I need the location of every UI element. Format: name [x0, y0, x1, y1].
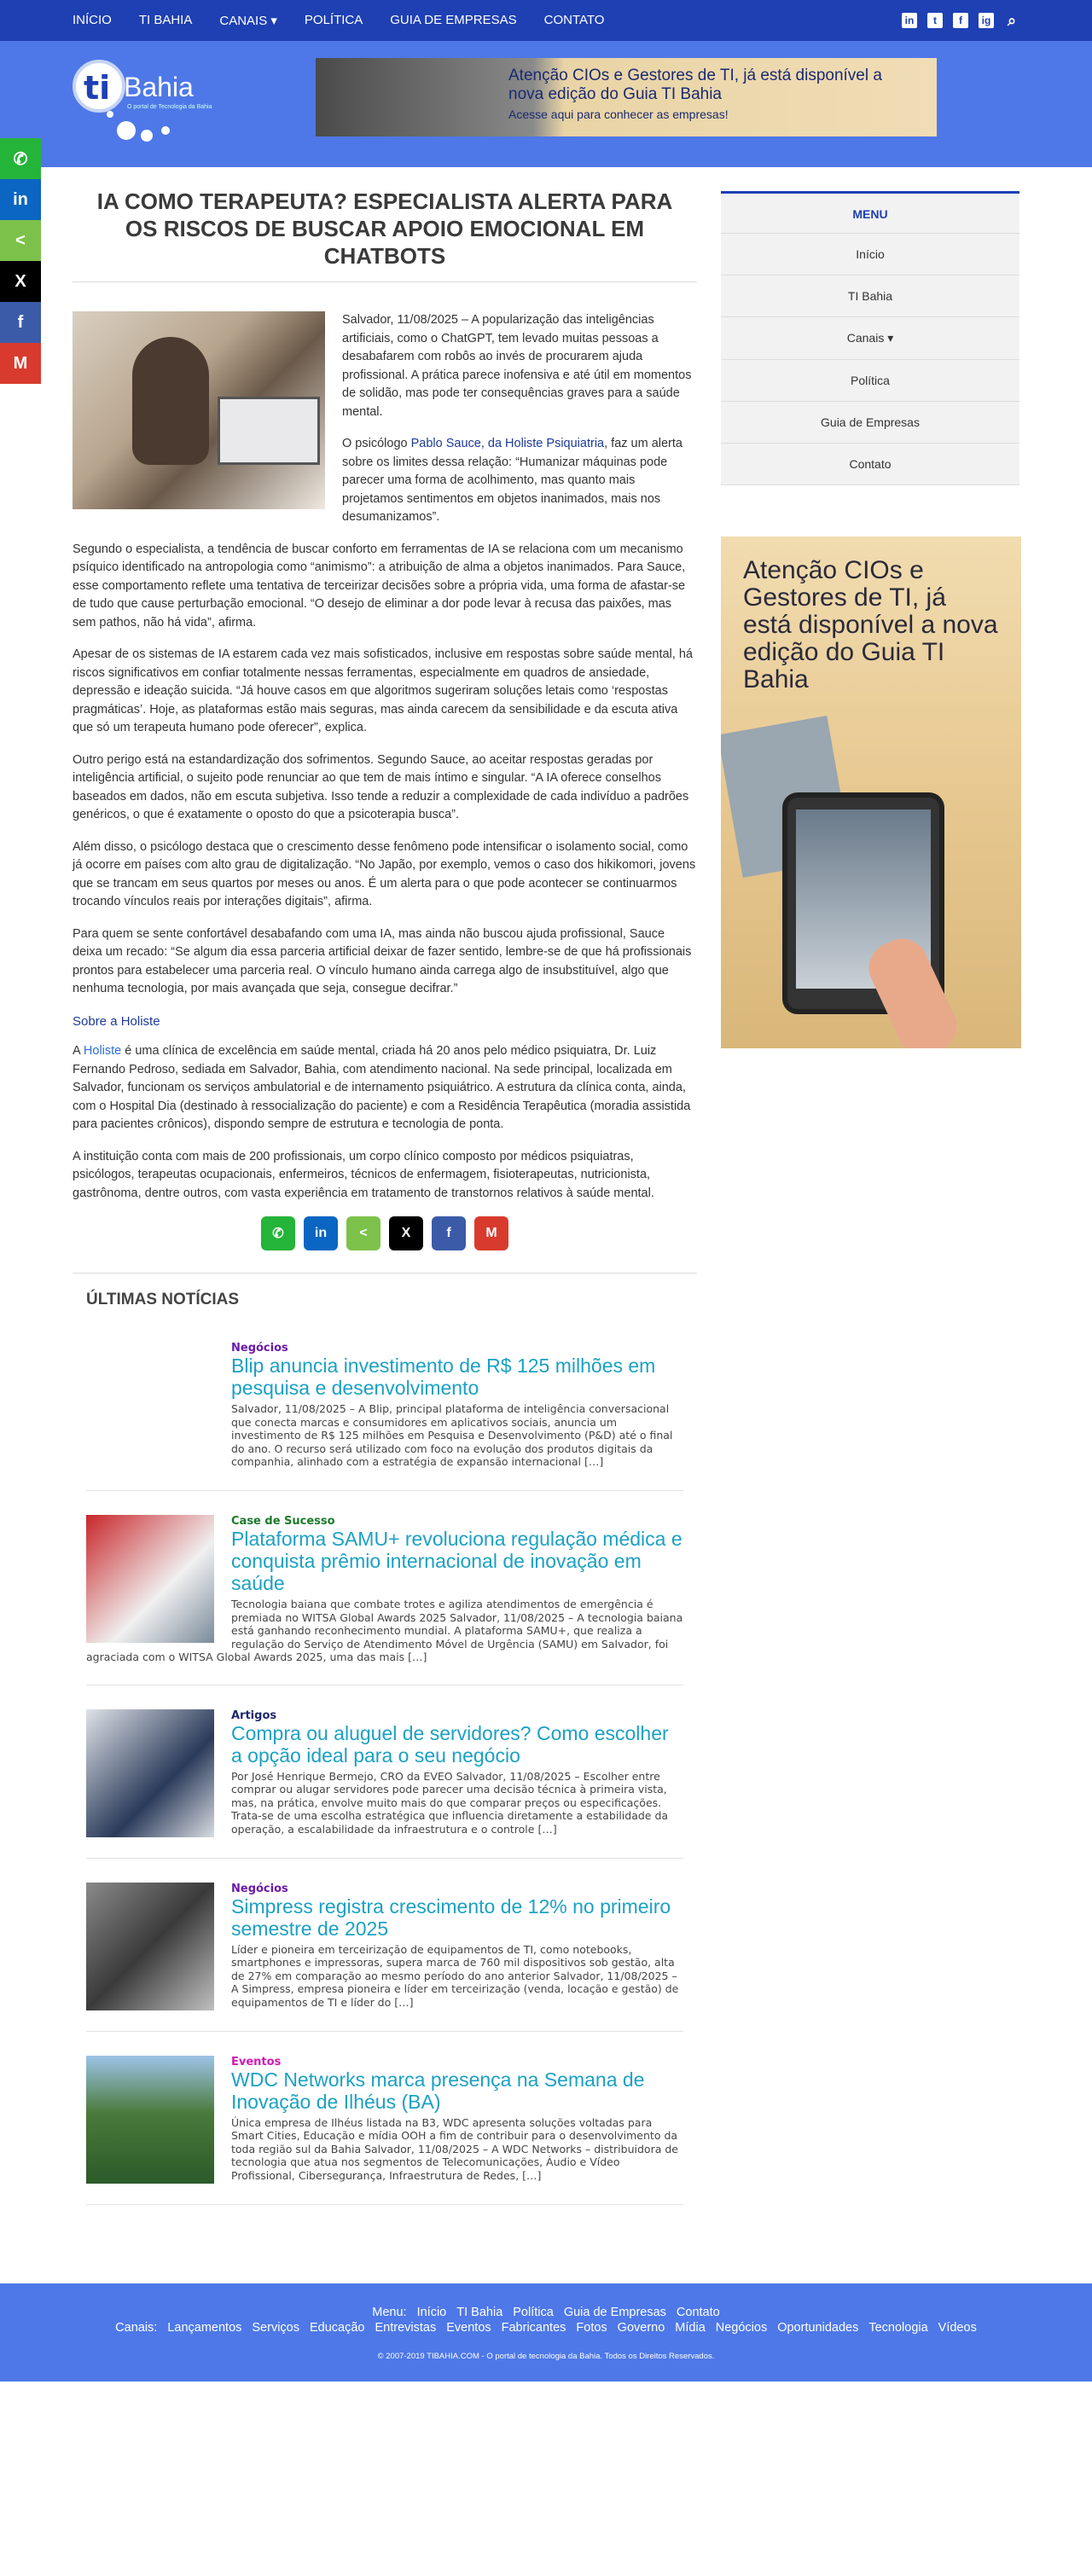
- whatsapp-share-button[interactable]: ✆: [261, 1216, 295, 1250]
- logo-mark: ti: [73, 60, 125, 113]
- nav-item[interactable]: TI BAHIA: [138, 13, 193, 27]
- footer-channel-link[interactable]: Lançamentos: [167, 2320, 242, 2335]
- top-navigation: [0, 0, 1092, 41]
- news-title[interactable]: Plataforma SAMU+ revoluciona regulação médica e conquista prêmio internacional de inovação em saúde: [231, 1528, 682, 1594]
- footer-channel-link[interactable]: Fotos: [576, 2320, 607, 2335]
- news-category[interactable]: Artigos: [231, 1709, 277, 1722]
- woman-figure: [132, 337, 209, 465]
- site-logo[interactable]: [73, 60, 269, 154]
- article-paragraph: A Holiste é uma clínica de excelência em saúde mental, criada há 20 anos pelo médico psiquiatra, Dr. Luiz Fernando Pedroso, sediada em Salvador, Bahia, com atendimento nacional. Na sede principal, localizada em Salvador, funcionam os serviços ambulatorial e de internamento psiquiátrico. A estrutura da clínica conta, ainda, com o Hospital Dia (destinado à ressocialização do paciente) e com a Residência Terapêutica (moradia assistida para pacientes crônicos), dispondo sempre de estrutura e tecnologia de ponta.: [73, 1044, 691, 1131]
- news-excerpt: Tecnologia baiana que combate trotes e agiliza atendimentos de emergência é premiada no WITSA Global Awards 2025 Salvador, 11/08/2025 – A tecnologia baiana está ganhando reconhecimento mundial. A plataforma SAMU+, que realiza a regulação do Serviço de Atendimento Móvel de Urgência (SAMU) em Salvador, foi agraciada com o WITSA Global Awards 2025, uma das mais […]: [86, 1598, 683, 1663]
- nav-item[interactable]: GUIA DE EMPRESAS: [390, 13, 517, 27]
- share-icon[interactable]: <: [0, 220, 41, 261]
- news-thumbnail[interactable]: [86, 1883, 214, 2010]
- email-share-button[interactable]: M: [474, 1216, 508, 1250]
- news-item: [86, 1342, 683, 1491]
- footer-channels: [0, 2321, 1092, 2335]
- article-paragraph: O psicólogo Pablo Sauce, da Holiste Psiquiatria, faz um alerta sobre os limites dessa relação: “Humanizar máquinas pode parecer uma forma de acolhimento, mas quanto mais projetamos sentimentos em objetos inanimados, mais nos desumanizamos”.: [342, 437, 682, 524]
- search-icon[interactable]: ⌕: [1007, 11, 1017, 29]
- laptop-figure: [218, 397, 320, 465]
- news-title[interactable]: WDC Networks marca presença na Semana de Inovação de Ilhéus (BA): [231, 2068, 645, 2113]
- article-title: IA COMO TERAPEUTA? ESPECIALISTA ALERTA PARA OS RISCOS DE BUSCAR APOIO EMOCIONAL EM CHATBOTS: [73, 188, 697, 282]
- footer-channel-link[interactable]: Mídia: [675, 2320, 706, 2335]
- news-title[interactable]: Blip anuncia investimento de R$ 125 milhões em pesquisa e desenvolvimento: [231, 1355, 656, 1399]
- floating-share-bar: [0, 138, 41, 384]
- holiste-author-link[interactable]: Pablo Sauce, da Holiste Psiquiatria: [410, 437, 605, 450]
- x-share-icon[interactable]: X: [0, 261, 41, 302]
- sidebar-menu: [721, 191, 1019, 485]
- footer-menu-link[interactable]: TI Bahia: [456, 2305, 503, 2319]
- social-icons: [902, 13, 1019, 28]
- news-excerpt: Líder e pioneira em terceirização de equipamentos de TI, como notebooks, smartphones e impressoras, supera marca de 760 mil dispositivos sob gestão, alta de 27% em comparação ao mesmo período do ano anterior Salvador, 11/08/2025 – A Simpress, empresa pioneira e líder em terceirização (venda, locação e gestão) de equipamentos de TI e líder do […]: [231, 1942, 679, 2009]
- main-column: [73, 167, 697, 2229]
- email-share-icon[interactable]: M: [0, 343, 41, 384]
- logo-dot: [107, 111, 113, 118]
- holiste-link[interactable]: Holiste: [83, 1044, 122, 1058]
- article-paragraph: Salvador, 11/08/2025 – A popularização das inteligências artificiais, como o ChatGPT, tem levado muitas pessoas a desabafarem com robôs ao invés de procurarem ajuda profissional. A prática parece inofensiva e até útil em momentos de solidão, mas pode ter consequências graves para a saúde mental.: [342, 313, 692, 419]
- news-excerpt: Única empresa de Ilhéus listada na B3, WDC apresenta soluções voltadas para Smart Cities, Educação e mídia OOH a fim de contribuir para o desenvolvimento da toda região sul da Bahia Salvador, 11/08/2025 – A WDC Networks – distribuidora de tecnologia que atua nos segmentos de Telecomunicações, Áudio e Vídeo Profissional, Cibersegurança, Infraestrutura de Redes, […]: [231, 2115, 678, 2182]
- footer-channel-link[interactable]: Tecnologia: [868, 2320, 928, 2335]
- linkedin-icon[interactable]: in: [902, 13, 917, 28]
- article-paragraph: Para quem se sente confortável desabafando com uma IA, mas ainda não buscou ajuda profissional, Sauce deixa um recado: “Se algum dia essa parceria artificial deixar de fazer sentido, lembre-se de que há profissionais prontos para estabelecer uma parceria real. O vínculo humano ainda carrega algo de insubstituível, algo que nenhuma tecnologia, por mais avançada que seja, consegue decifrar.”: [73, 926, 692, 995]
- sidebar-ad-text: Atenção CIOs e Gestores de TI, já está disponível a nova edição do Guia TI Bahia: [743, 556, 998, 693]
- twitter-icon[interactable]: t: [927, 13, 943, 28]
- news-excerpt: Salvador, 11/08/2025 – A Blip, principal plataforma de inteligência conversacional que conecta marcas e consumidores em aplicativos sociais, anuncia um investimento de R$ 125 milhões em Pesquisa e Desenvolvimento (P&D) até o final do ano. O recurso será utilizado com foco na evolução dos produtos digitais da companhia, alinhado com a estratégia de expansão internacional […]: [231, 1402, 673, 1468]
- footer-menu: [0, 2306, 1092, 2319]
- instagram-icon[interactable]: ig: [979, 13, 994, 28]
- generic-share-button[interactable]: <: [346, 1216, 380, 1250]
- x-share-button[interactable]: X: [389, 1216, 423, 1250]
- logo-dot: [141, 130, 153, 142]
- content-container: [0, 167, 1092, 2229]
- footer-channel-link[interactable]: Negócios: [715, 2320, 768, 2335]
- footer-menu-link[interactable]: Contato: [676, 2305, 720, 2319]
- news-category[interactable]: Negócios: [231, 1882, 288, 1895]
- logo-brand: Bahia: [124, 72, 194, 102]
- facebook-icon[interactable]: f: [953, 13, 968, 28]
- news-list: [86, 1342, 683, 2205]
- news-thumbnail[interactable]: [86, 2056, 214, 2184]
- footer-channel-link[interactable]: Vídeos: [938, 2320, 977, 2335]
- sidebar-item-canais[interactable]: Canais ▾: [721, 317, 1019, 360]
- news-thumbnail[interactable]: [86, 1515, 214, 1643]
- footer-channel-link[interactable]: Fabricantes: [501, 2320, 566, 2335]
- copyright: © 2007-2019 TIBAHIA.COM - O portal de tecnologia da Bahia. Todos os Direitos Reservados.: [377, 2351, 715, 2361]
- linkedin-share-button[interactable]: in: [304, 1216, 338, 1250]
- footer-channel-link[interactable]: Oportunidades: [777, 2320, 859, 2335]
- footer-channel-link[interactable]: Governo: [617, 2320, 665, 2335]
- sidebar-guia-ad[interactable]: [721, 537, 1021, 1048]
- news-item: [86, 1883, 683, 2032]
- news-category[interactable]: Eventos: [231, 2055, 282, 2068]
- logo-dot: [161, 126, 170, 135]
- article-paragraph: Outro perigo está na estandardização dos sofrimentos. Segundo Sauce, ao aceitar respostas geradas por inteligência artificial, o sujeito pode renunciar ao que tem de mais íntimo e singular. “A IA oferece conselhos baseados em dados, não em escuta subjetiva. Isso tende a reduzir a complexidade de cada indivíduo a padrões genéricos, o que é exatamente o oposto do que a psicoterapia busca”.: [73, 752, 689, 821]
- news-item: [86, 1515, 683, 1685]
- banner-subline: Acesse aqui para conhecer as empresas!: [508, 107, 729, 121]
- latest-news: [73, 1273, 697, 2205]
- header-hero: [0, 41, 1092, 167]
- banner-headline: Atenção CIOs e Gestores de TI, já está disponível a nova edição do Guia TI Bahia: [508, 67, 882, 103]
- sidebar-item-contato[interactable]: Contato: [721, 444, 1019, 485]
- footer-menu-link[interactable]: Guia de Empresas: [563, 2305, 666, 2319]
- footer-channels-label: Canais:: [115, 2320, 158, 2335]
- article-body: [73, 311, 697, 1203]
- nav-item[interactable]: POLÍTICA: [304, 13, 363, 27]
- news-title[interactable]: Compra ou aluguel de servidores? Como escolher a opção ideal para o seu negócio: [231, 1721, 669, 1767]
- whatsapp-share-icon[interactable]: ✆: [0, 138, 41, 179]
- about-heading: Sobre a Holiste: [73, 1013, 160, 1029]
- guia-banner-ad[interactable]: [316, 58, 937, 136]
- article-paragraph: Apesar de os sistemas de IA estarem cada vez mais sofisticados, inclusive em respostas sobre saúde mental, há riscos significativos em confiar totalmente nessas ferramentas, especialmente em quadros de ansiedade, depressão e ideação suicida. “Já houve casos em que algoritmos sugeriram soluções letais como ‘respostas pragmáticas’. Hoje, as plataformas estão mais seguras, mas ainda carecem da sensibilidade e da escuta ativa que só um terapeuta humano pode oferecer”, explica.: [73, 647, 693, 734]
- footer-channel-link[interactable]: Serviços: [252, 2320, 299, 2335]
- news-category[interactable]: Case de Sucesso: [231, 1515, 335, 1528]
- news-category[interactable]: Negócios: [231, 1342, 288, 1355]
- footer-channel-link[interactable]: Educação: [310, 2320, 365, 2335]
- share-buttons: [73, 1216, 697, 1250]
- logo-tagline: O portal de Tecnologia da Bahia: [127, 104, 212, 110]
- news-item: [86, 2056, 683, 2205]
- sidebar-item-ti-bahia[interactable]: TI Bahia: [721, 276, 1019, 317]
- article-paragraph: Além disso, o psicólogo destaca que o crescimento desse fenômeno pode intensificar o isolamento social, como já ocorre em países com alto grau de digitalização. “No Japão, por exemplo, vemos o caso dos hikikomori, jovens que se trancam em seus quartos por meses ou anos. É um alerta para o que pode acontecer se continuarmos trocando vínculos reais por interações digitais”, afirma.: [73, 839, 696, 908]
- news-thumbnail[interactable]: [86, 1709, 214, 1837]
- logo-dot: [117, 121, 136, 140]
- footer-menu-label: Menu:: [372, 2305, 407, 2319]
- nav-item[interactable]: INÍCIO: [73, 13, 112, 27]
- footer-channel-link[interactable]: Eventos: [446, 2320, 491, 2335]
- footer-channel-link[interactable]: Entrevistas: [375, 2320, 437, 2335]
- sidebar-item-politica[interactable]: Política: [721, 360, 1019, 402]
- sidebar: [721, 167, 1019, 2229]
- article-paragraph: A instituição conta com mais de 200 profissionais, um corpo clínico composto por médicos psiquiatras, psicólogos, terapeutas ocupacionais, enfermeiros, técnicos de enfermagem, fisioterapeutas, nutricionista, gastrônoma, dentre outros, com vasta experiência em tratamento de transtornos relativos à saúde mental.: [73, 1149, 654, 1200]
- article-paragraph: Segundo o especialista, a tendência de buscar conforto em ferramentas de IA se relaciona com um mecanismo psíquico identificado na antropologia como “animismo”: a atribuição de alma a objetos inanimados. Para Sauce, esse comportamento reflete uma tentativa de terceirizar decisões sobre a própria vida, uma forma de afastar-se de tudo que cause perturbação emocional. “O desejo de eliminar a dor pode levar à recusa das paixões, mas sem pathos, não há vida”, afirma.: [73, 542, 686, 629]
- sidebar-item-inicio[interactable]: Início: [721, 234, 1019, 276]
- top-menu: [73, 13, 631, 28]
- sidebar-item-guia[interactable]: Guia de Empresas: [721, 402, 1019, 444]
- nav-item[interactable]: CONTATO: [543, 13, 605, 27]
- sidebar-menu-title: MENU: [721, 194, 1019, 234]
- footer: [0, 2283, 1092, 2382]
- article-image: [73, 311, 325, 509]
- news-title[interactable]: Simpress registra crescimento de 12% no primeiro semestre de 2025: [231, 1894, 671, 1940]
- facebook-share-button[interactable]: f: [432, 1216, 466, 1250]
- footer-menu-link[interactable]: Início: [416, 2305, 447, 2319]
- news-excerpt: Por José Henrique Bermejo, CRO da EVEO Salvador, 11/08/2025 – Escolher entre comprar ou alugar servidores pode parecer uma decisão técnica à primeira vista, mas, na prática, envolve muito mais do que comparar preços ou especificações. Trata-se de uma escolha estratégica que influencia diretamente a estabilidade da operação, a escalabilidade da infraestrutura e o controle […]: [231, 1769, 669, 1836]
- latest-news-heading: ÚLTIMAS NOTÍCIAS: [86, 1291, 240, 1308]
- footer-menu-link[interactable]: Política: [513, 2305, 554, 2319]
- news-thumbnail[interactable]: [86, 1342, 214, 1470]
- news-item: [86, 1709, 683, 1859]
- linkedin-share-icon[interactable]: in: [0, 179, 41, 220]
- facebook-share-icon[interactable]: f: [0, 302, 41, 343]
- nav-item[interactable]: CANAIS ▾: [219, 14, 277, 28]
